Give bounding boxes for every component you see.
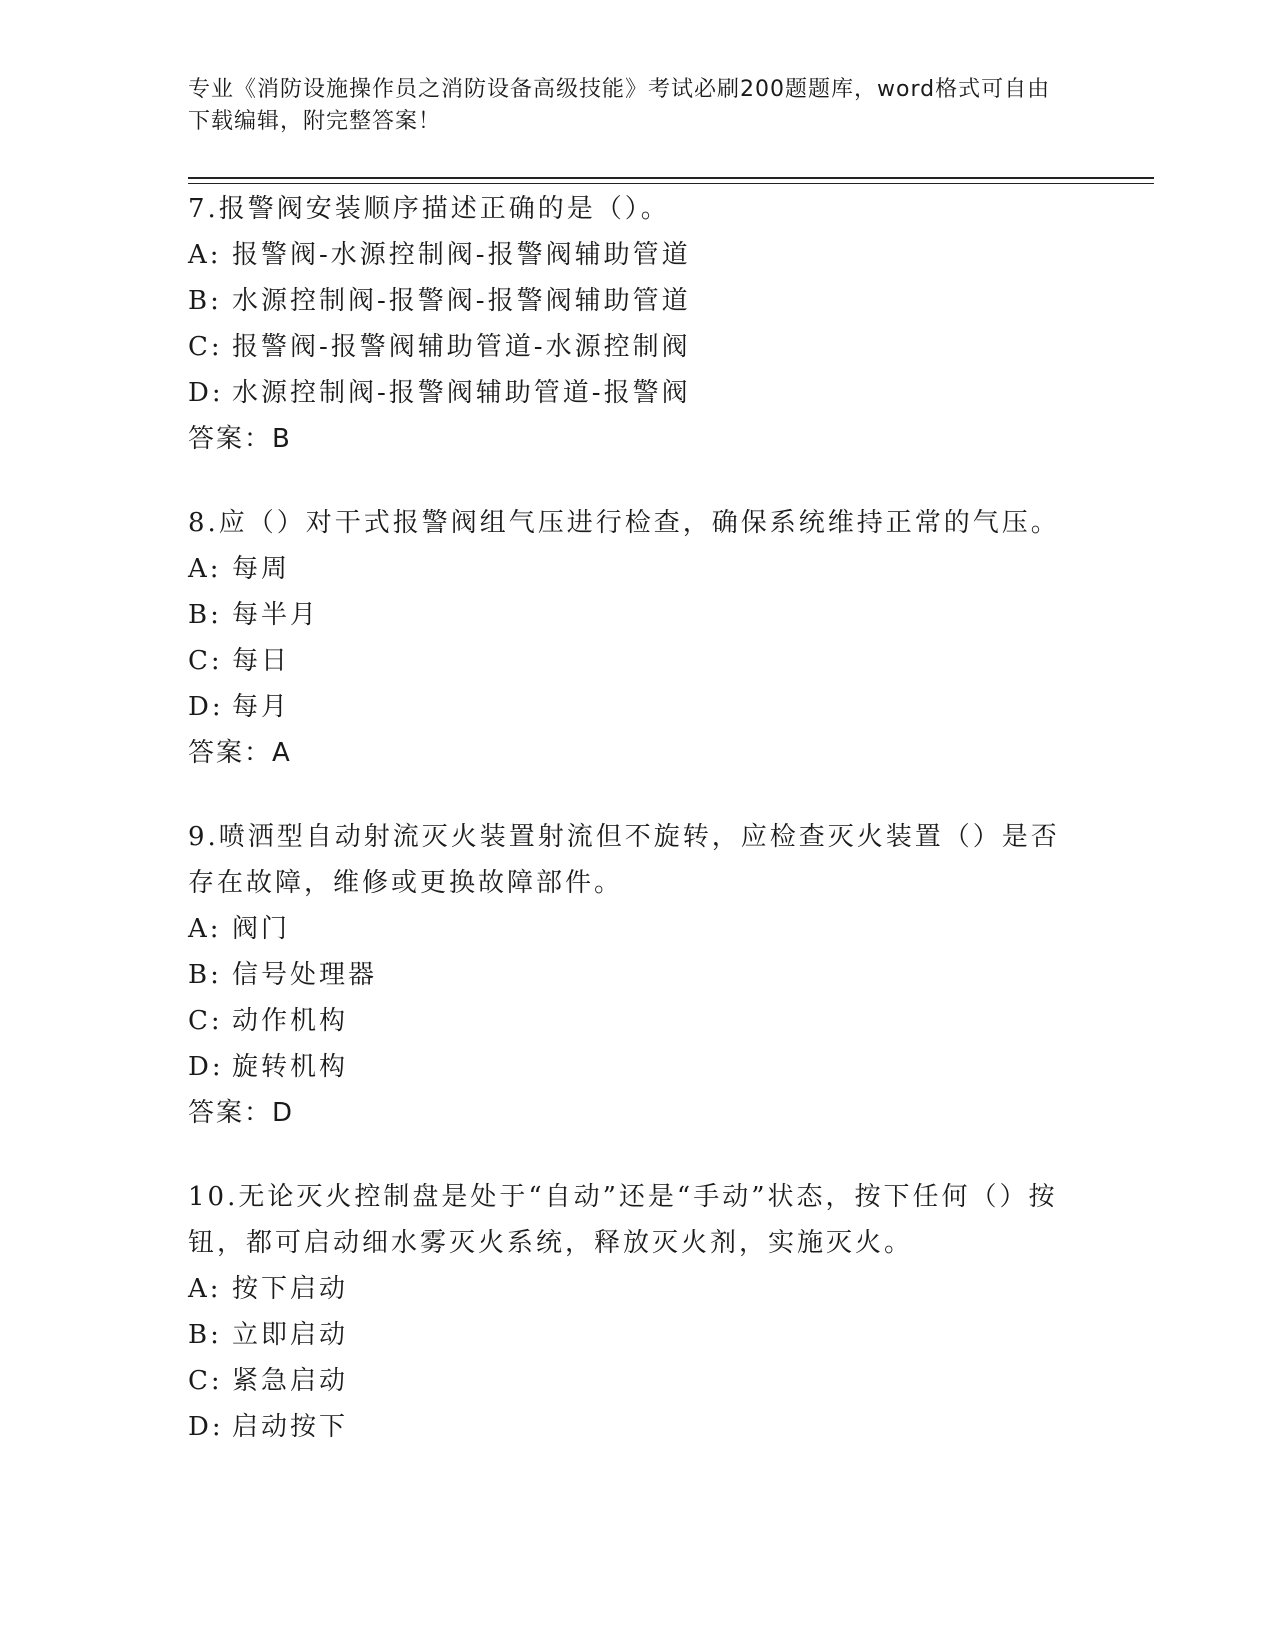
- option-text: 按下启动: [232, 1274, 349, 1304]
- question-text: 10.无论灭火控制盘是处于“自动”还是“手动”状态，按下任何（）按钮，都可启动细水雾灭火系统，释放灭火剂，实施灭火。: [188, 1182, 1058, 1258]
- option-a: [188, 906, 1068, 952]
- header-divider-thin: [188, 183, 1154, 184]
- question-9: [188, 814, 1068, 1136]
- option-key: B:: [188, 960, 222, 990]
- option-key: D:: [188, 378, 224, 408]
- option-key: D:: [188, 1052, 224, 1082]
- option-key: B:: [188, 600, 222, 630]
- option-key: A:: [188, 554, 222, 584]
- header-divider-thick: [188, 177, 1154, 179]
- option-a: [188, 1266, 1068, 1312]
- option-b: [188, 1312, 1068, 1358]
- option-text: 阀门: [232, 914, 291, 944]
- option-text: 信号处理器: [232, 960, 378, 990]
- option-key: D:: [188, 1412, 224, 1442]
- option-key: B:: [188, 286, 222, 316]
- answer-line: 答案：A: [188, 738, 292, 768]
- question-8: [188, 500, 1068, 776]
- option-d: [188, 1404, 1068, 1450]
- option-c: [188, 998, 1068, 1044]
- option-text: 水源控制阀-报警阀辅助管道-报警阀: [232, 378, 691, 408]
- question-list: [188, 186, 1068, 1488]
- option-text: 动作机构: [232, 1006, 349, 1036]
- option-key: C:: [188, 1006, 223, 1036]
- option-key: C:: [188, 332, 223, 362]
- option-b: [188, 952, 1068, 998]
- question-text: 8.应（）对干式报警阀组气压进行检查，确保系统维持正常的气压。: [188, 508, 1060, 538]
- option-key: C:: [188, 1366, 223, 1396]
- option-key: A:: [188, 914, 222, 944]
- option-text: 每半月: [232, 600, 320, 630]
- option-text: 报警阀-报警阀辅助管道-水源控制阀: [232, 332, 691, 362]
- answer-line: 答案：B: [188, 424, 292, 454]
- option-key: B:: [188, 1320, 222, 1350]
- option-a: [188, 232, 1068, 278]
- option-a: [188, 546, 1068, 592]
- option-d: [188, 684, 1068, 730]
- option-c: [188, 324, 1068, 370]
- option-b: [188, 592, 1068, 638]
- option-text: 水源控制阀-报警阀-报警阀辅助管道: [232, 286, 691, 316]
- option-b: [188, 278, 1068, 324]
- option-c: [188, 1358, 1068, 1404]
- option-key: A:: [188, 240, 222, 270]
- option-key: C:: [188, 646, 223, 676]
- option-text: 每周: [232, 554, 291, 584]
- option-key: A:: [188, 1274, 222, 1304]
- option-text: 旋转机构: [232, 1052, 349, 1082]
- option-text: 每月: [232, 692, 291, 722]
- question-text: 7.报警阀安装顺序描述正确的是（）。: [188, 194, 670, 224]
- option-text: 报警阀-水源控制阀-报警阀辅助管道: [232, 240, 691, 270]
- option-d: [188, 1044, 1068, 1090]
- option-text: 立即启动: [232, 1320, 349, 1350]
- answer-line: 答案：D: [188, 1098, 295, 1128]
- option-key: D:: [188, 692, 224, 722]
- option-text: 紧急启动: [232, 1366, 349, 1396]
- option-c: [188, 638, 1068, 684]
- question-7: [188, 186, 1068, 462]
- question-text: 9.喷洒型自动射流灭火装置射流但不旋转，应检查灭火装置（）是否存在故障，维修或更换故障部件。: [188, 822, 1060, 898]
- option-d: [188, 370, 1068, 416]
- option-text: 启动按下: [232, 1412, 349, 1442]
- question-10: [188, 1174, 1068, 1450]
- option-text: 每日: [232, 646, 291, 676]
- document-header: 专业《消防设施操作员之消防设备高级技能》考试必刷200题题库，word格式可自由下载编辑，附完整答案！: [188, 77, 1051, 134]
